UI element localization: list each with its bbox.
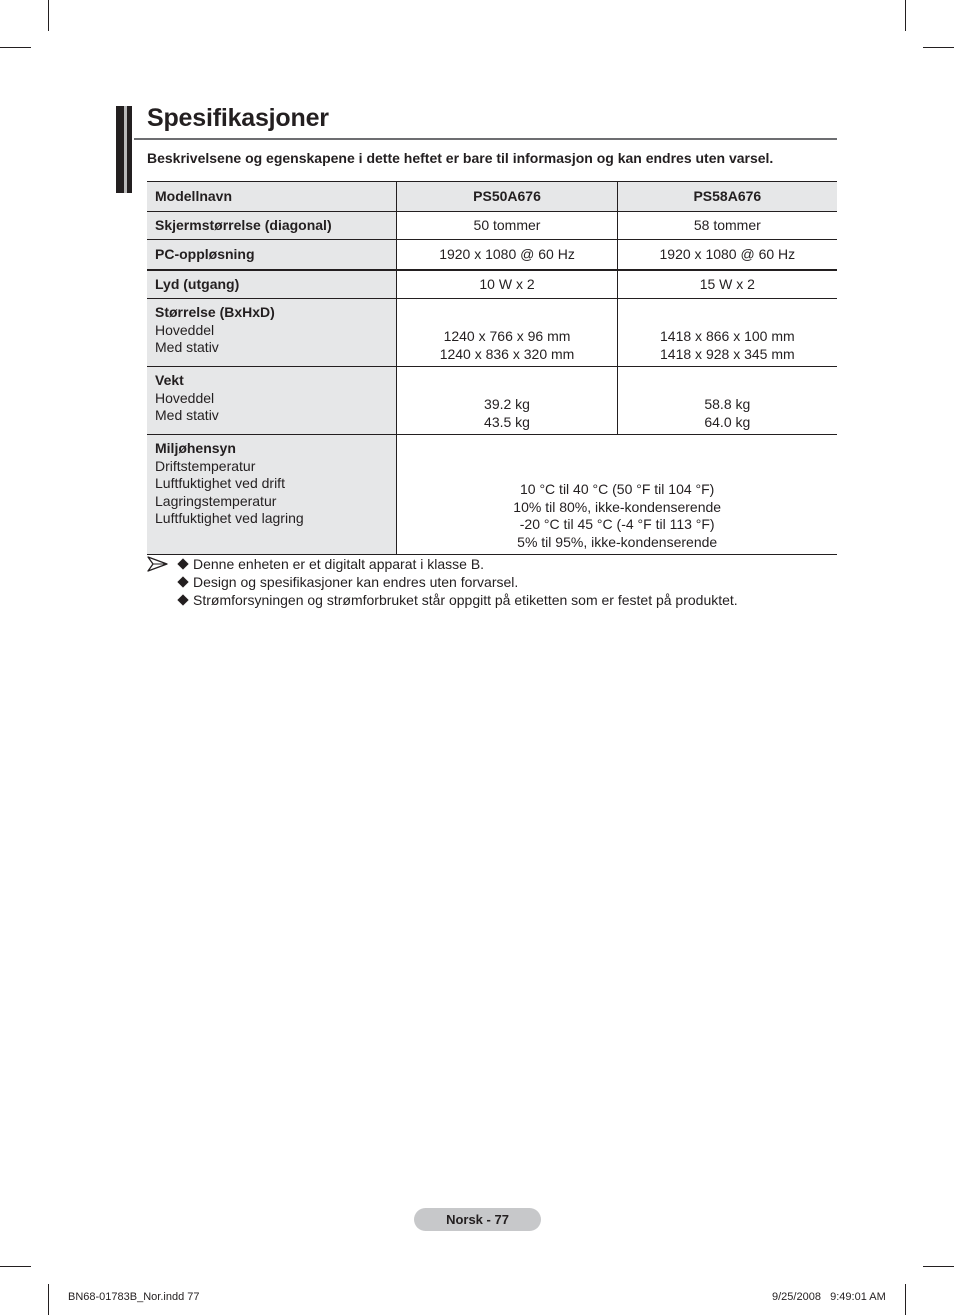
cell: 10 W x 2 [397,270,617,299]
crop-mark [923,47,954,48]
cell-value: 1240 x 766 x 96 mm [443,328,571,344]
title-accent-bar [127,106,132,193]
print-slug-date: 9/25/2008 9:49:01 AM [772,1291,886,1303]
cell [617,367,837,435]
table-row [147,270,837,299]
row-label: Skjermstørrelse (diagonal) [147,212,397,240]
row-sublabel: Hoveddel [155,389,215,406]
title-accent-bar [116,106,124,193]
header-cell: Modellnavn [147,182,397,212]
cell: 1920 x 1080 @ 60 Hz [617,240,837,271]
note-text: Denne enheten er et digitalt apparat i klasse B. [193,556,485,572]
page-title: Spesifikasjoner [147,104,329,132]
row-label [147,435,397,555]
row-sublabel: Luftfuktighet ved drift [155,475,285,491]
table-row [147,367,837,435]
list-item [177,555,817,573]
crop-mark [48,1284,49,1315]
header-cell: PS50A676 [397,182,617,212]
row-sublabel: Med stativ [155,339,219,355]
note-text: Design og spesifikasjoner kan endres uten forvarsel. [193,574,519,590]
row-sublabel: Lagringstemperatur [155,492,277,509]
cell-value: 39.2 kg [484,396,530,412]
table-row [147,435,837,555]
row-sublabel: Luftfuktighet ved lagring [155,510,304,526]
cell-value: 10 °C til 40 °C (50 °F til 104 °F) [520,481,715,497]
crop-mark [0,1266,31,1267]
cell-value: -20 °C til 45 °C (-4 °F til 113 °F) [519,516,715,532]
row-sublabel: Hoveddel [155,321,215,338]
crop-mark [0,47,31,48]
print-slug-file: BN68-01783B_Nor.indd 77 [68,1291,200,1303]
row-label [147,367,397,435]
table-row [147,212,837,240]
cell-value: 10% til 80%, ikke-kondenserende [513,498,722,515]
cell-value: 1240 x 836 x 320 mm [439,345,575,362]
crop-mark [48,0,49,31]
merged-cell [397,435,837,555]
cell: 1920 x 1080 @ 60 Hz [397,240,617,271]
spec-table [147,181,837,555]
cell-value: 1418 x 928 x 345 mm [660,345,795,362]
cell: 50 tommer [397,212,617,240]
cell-value: 1418 x 866 x 100 mm [660,328,795,344]
row-sublabel: Med stativ [155,407,219,423]
row-label [147,299,397,367]
diamond-bullet-icon [177,576,188,587]
cell: 15 W x 2 [617,270,837,299]
header-cell: PS58A676 [617,182,837,212]
list-item [177,573,817,591]
crop-mark [923,1266,954,1267]
row-label-title: Vekt [155,372,184,388]
crop-mark [905,1284,906,1315]
cell-value: 5% til 95%, ikke-kondenserende [517,533,718,550]
notes-list [177,555,817,609]
cell: 58 tommer [617,212,837,240]
cell [397,367,617,435]
list-item [177,591,817,609]
crop-mark [905,0,906,31]
table-header-row [147,182,837,212]
diamond-bullet-icon [177,558,188,569]
title-rule [134,138,837,140]
row-label-title: Størrelse (BxHxD) [155,304,275,320]
cell [397,299,617,367]
note-text: Strømforsyningen og strømforbruket står oppgitt på etiketten som er festet på produktet. [193,592,738,608]
arrow-right-icon [147,555,169,573]
cell-value: 64.0 kg [704,413,751,430]
row-label: PC-oppløsning [147,240,397,271]
cell [617,299,837,367]
row-label: Lyd (utgang) [147,270,397,299]
cell-value: 43.5 kg [484,413,530,430]
cell-value: 58.8 kg [704,396,751,412]
table-row [147,240,837,271]
row-sublabel: Driftstemperatur [155,457,256,474]
diamond-bullet-icon [177,594,188,605]
intro-text: Beskrivelsene og egenskapene i dette heftet er bare til informasjon og kan endres uten varsel. [147,150,774,166]
row-label-title: Miljøhensyn [155,440,236,456]
table-row [147,299,837,367]
page-number-badge: Norsk - 77 [414,1208,541,1231]
